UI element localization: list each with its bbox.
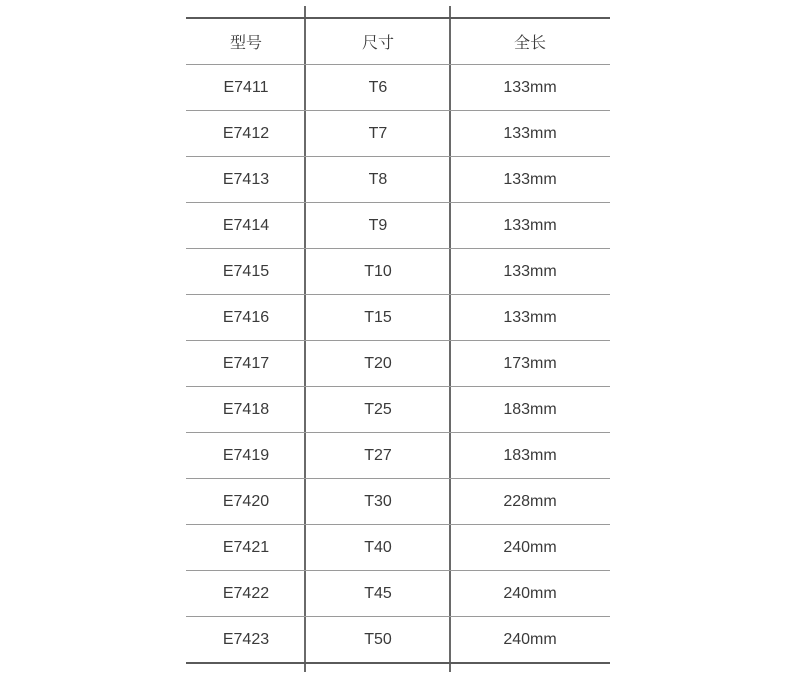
length-cell: 133mm: [450, 65, 610, 111]
table-row: [186, 157, 610, 203]
model-cell: E7412: [186, 111, 306, 157]
length-cell: 133mm: [450, 157, 610, 203]
header-length: 全长: [450, 18, 610, 65]
model-cell: E7413: [186, 157, 306, 203]
size-cell: T25: [306, 387, 450, 433]
table-body: [186, 65, 610, 664]
length-cell: 240mm: [450, 571, 610, 617]
length-cell: 133mm: [450, 203, 610, 249]
model-cell: E7415: [186, 249, 306, 295]
length-cell: 133mm: [450, 249, 610, 295]
model-cell: E7416: [186, 295, 306, 341]
size-cell: T50: [306, 617, 450, 664]
table-row: [186, 479, 610, 525]
model-cell: E7414: [186, 203, 306, 249]
header-row: [186, 18, 610, 65]
table-row: [186, 433, 610, 479]
table-row: [186, 387, 610, 433]
table-row: [186, 111, 610, 157]
size-cell: T45: [306, 571, 450, 617]
size-cell: T15: [306, 295, 450, 341]
length-cell: 183mm: [450, 387, 610, 433]
size-cell: T40: [306, 525, 450, 571]
length-cell: 133mm: [450, 111, 610, 157]
length-cell: 173mm: [450, 341, 610, 387]
model-cell: E7417: [186, 341, 306, 387]
size-cell: T30: [306, 479, 450, 525]
length-cell: 240mm: [450, 617, 610, 664]
table-header: [186, 18, 610, 65]
table-row: [186, 341, 610, 387]
model-cell: E7422: [186, 571, 306, 617]
table-row: [186, 525, 610, 571]
length-cell: 183mm: [450, 433, 610, 479]
model-cell: E7421: [186, 525, 306, 571]
table-row: [186, 203, 610, 249]
model-cell: E7411: [186, 65, 306, 111]
table-row: [186, 249, 610, 295]
size-cell: T6: [306, 65, 450, 111]
size-cell: T10: [306, 249, 450, 295]
length-cell: 240mm: [450, 525, 610, 571]
size-cell: T20: [306, 341, 450, 387]
table-row: [186, 65, 610, 111]
model-cell: E7419: [186, 433, 306, 479]
table-row: [186, 617, 610, 664]
model-cell: E7420: [186, 479, 306, 525]
header-model: 型号: [186, 18, 306, 65]
table-row: [186, 295, 610, 341]
length-cell: 133mm: [450, 295, 610, 341]
model-cell: E7418: [186, 387, 306, 433]
model-cell: E7423: [186, 617, 306, 664]
length-cell: 228mm: [450, 479, 610, 525]
size-cell: T7: [306, 111, 450, 157]
size-cell: T8: [306, 157, 450, 203]
size-cell: T27: [306, 433, 450, 479]
table-row: [186, 571, 610, 617]
spec-table: [186, 17, 610, 664]
header-size: 尺寸: [306, 18, 450, 65]
size-cell: T9: [306, 203, 450, 249]
